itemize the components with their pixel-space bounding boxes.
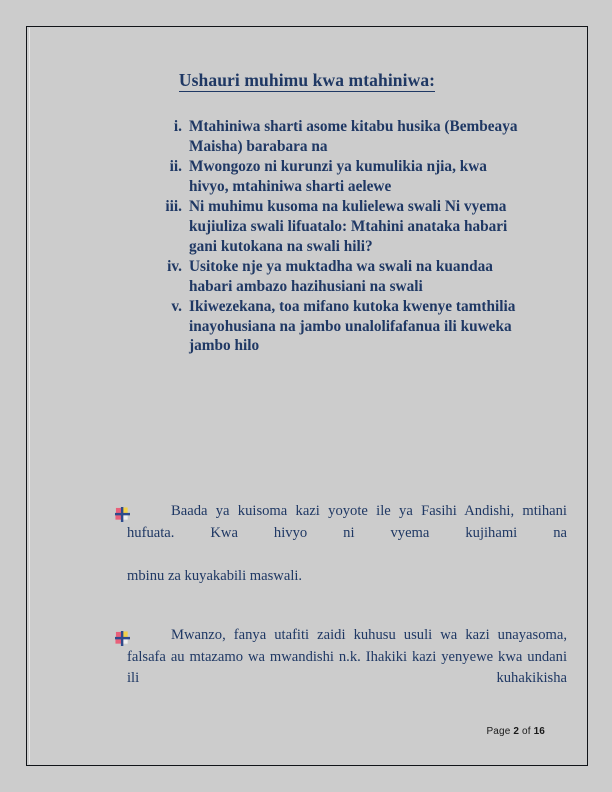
bullet-paragraph-text: Baada ya kuisoma kazi yoyote ile ya Fasihi Andishi, mtihani hufuata. Kwa hivyo ni vyema kujihami na xyxy=(127,503,567,541)
list-item xyxy=(147,157,527,197)
multicolor-cross-bullet-icon xyxy=(115,631,130,646)
footer-middle: of xyxy=(519,726,534,737)
page-content xyxy=(27,27,587,765)
bullet-paragraph-continuation: mbinu za kuyakabili maswali. xyxy=(127,567,303,584)
list-item xyxy=(147,117,527,157)
list-item-marker: ii. xyxy=(169,157,182,175)
list-item-marker: iii. xyxy=(165,197,182,215)
list-item-text: Ni muhimu kusoma na kulielewa swali Ni vyema kujiuliza swali lifuatalo: Mtahini anataka habari gani kutokana na swali hili? xyxy=(189,197,508,255)
bullet-paragraph-block xyxy=(101,625,567,711)
list-item xyxy=(147,197,527,257)
bullet-paragraph-text: Mwanzo, fanya utafiti zaidi kuhusu usuli wa kazi unayasoma, falsafa au mtazamo wa mwandishi n.k. Ihakiki kazi yenyewe kwa undani ili kuhakikisha xyxy=(127,627,567,687)
page-number-footer xyxy=(486,726,545,737)
page-title-text: Ushauri muhimu kwa mtahiniwa: xyxy=(178,70,436,90)
list-item-text: Mtahiniwa sharti asome kitabu husika (Bembeaya Maisha) barabara na xyxy=(189,118,518,155)
list-item-text: Usitoke nje ya muktadha wa swali na kuandaa habari ambazo hazihusiani na swali xyxy=(189,257,493,295)
footer-prefix: Page xyxy=(486,726,514,737)
page-title xyxy=(27,70,587,91)
list-item-text: Ikiwezekana, toa mifano kutoka kwenye tamthilia inayohusiana na jambo unalolifafanua ili kuweka jambo hilo xyxy=(189,297,516,355)
list-item-text: Mwongozo ni kurunzi ya kumulikia njia, kwa hivyo, mtahiniwa sharti aelewe xyxy=(189,157,487,195)
multicolor-cross-bullet-icon xyxy=(115,507,130,522)
list-item-marker: i. xyxy=(173,118,182,135)
advice-roman-list xyxy=(147,117,527,356)
list-item-marker: v. xyxy=(171,297,182,315)
footer-current-page: 2 xyxy=(513,726,520,737)
bullet-paragraph-block xyxy=(101,501,567,587)
list-item xyxy=(147,297,527,357)
footer-total-pages: 16 xyxy=(533,726,545,737)
list-item xyxy=(147,257,527,297)
list-item-marker: iv. xyxy=(167,257,182,275)
document-page-frame xyxy=(26,26,588,766)
